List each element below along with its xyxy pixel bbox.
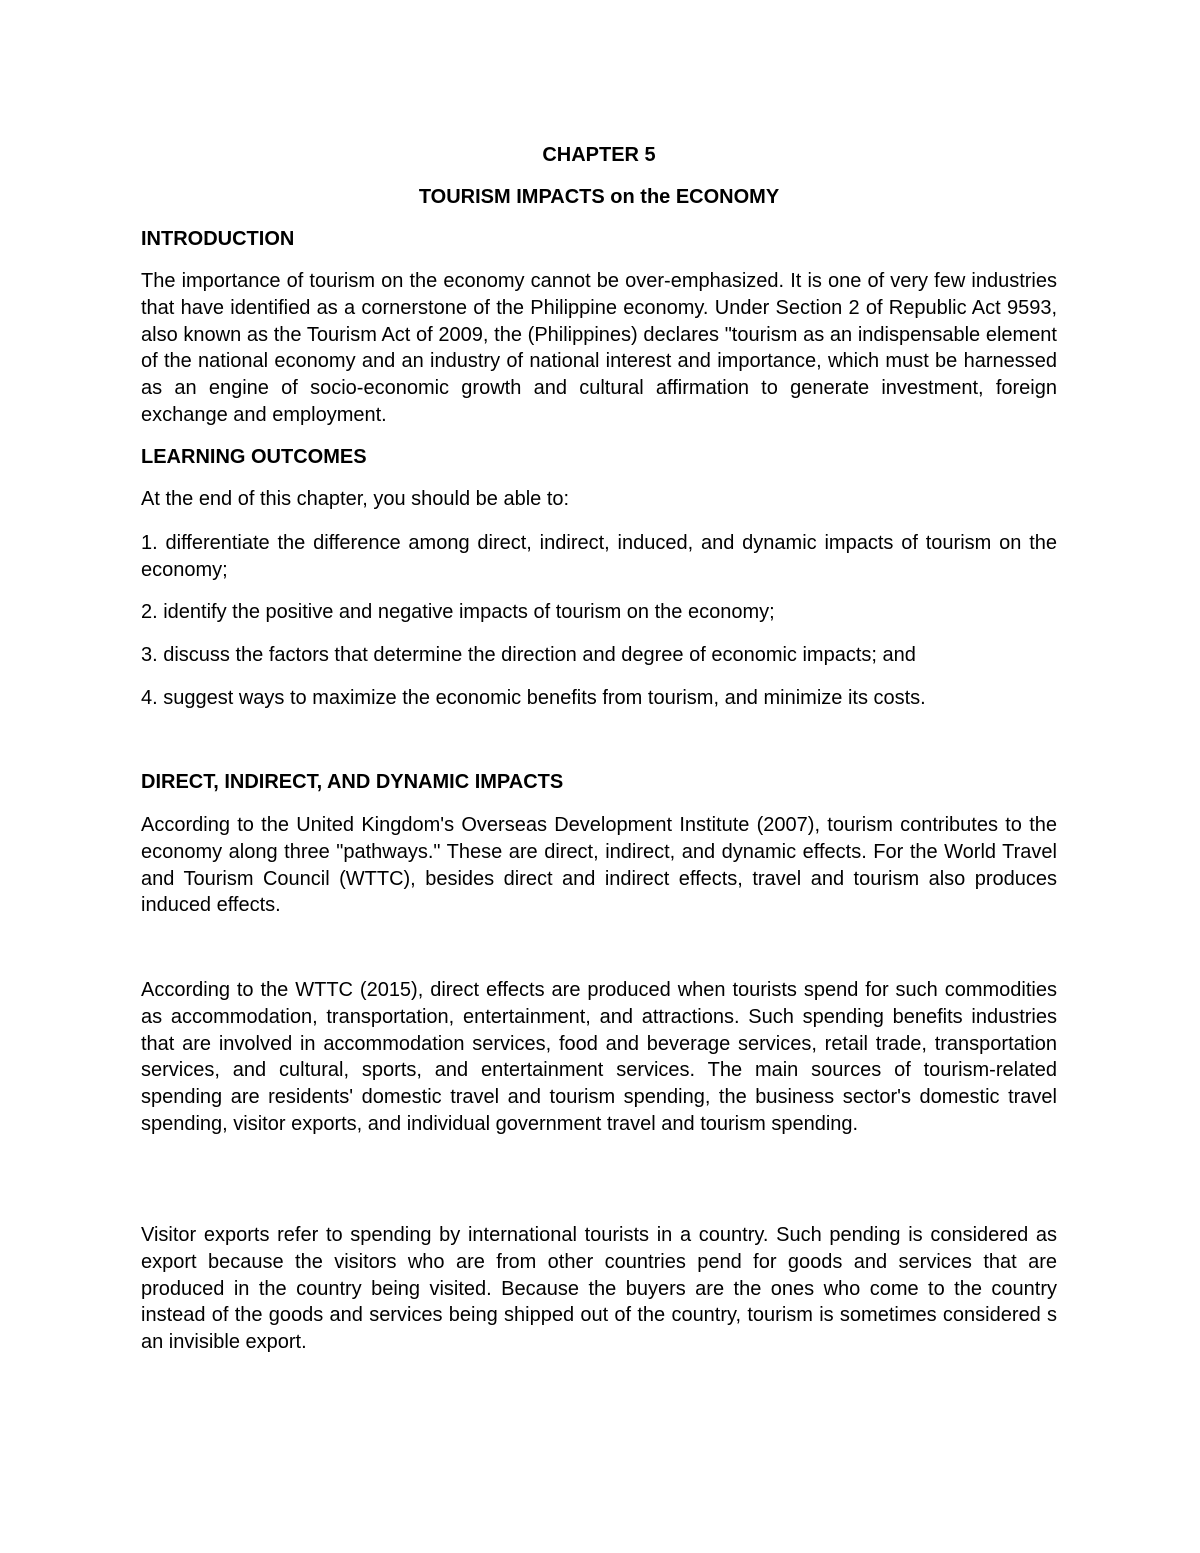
chapter-title: TOURISM IMPACTS on the ECONOMY [418,186,780,208]
outcome-item-2 [141,599,1057,626]
impacts-paragraph-1 [141,812,1057,919]
body-paragraph: According to the WTTC (2015), direct effects are produced when tourists spend for such commodities as accommodation, transportation, entertainment, and attractions. Such spending benefits industries that are involved in accommodation services, food and beverage services, retail trade, transportation services, and cultural, sports, and entertainment services. The main sources of tourism-related spending are residents' domestic travel and tourism spending, the business sector's domestic travel spending, visitor exports, and individual government travel and tourism spending. [141,979,1057,1135]
impacts-paragraph-3 [141,1222,1057,1356]
learning-outcomes-section [141,444,1057,471]
body-paragraph: Visitor exports refer to spending by international tourists in a country. Such pending is considered as export because the visitors who are from other countries pend for goods and services that are produced in the country being visited. Because the buyers are the ones who come to the country instead of the goods and services being shipped out of the country, tourism is sometimes considered s an invisible export. [141,1224,1057,1354]
impacts-heading: DIRECT, INDIRECT, AND DYNAMIC IMPACTS [141,771,564,793]
outcome-item-text: 3. discuss the factors that determine the direction and degree of economic impacts; and [141,644,916,666]
introduction-paragraph: The importance of tourism on the economy cannot be over-emphasized. It is one of very few industries that have identified as a cornerstone of the Philippine economy. Under Section 2 of Republic Act 9593, also known as the Tourism Act of 2009, the (Philippines) declares "tourism as an indispensable element of the national economy and an industry of national interest and importance, which must be harnessed as an engine of socio-economic growth and cultural affirmation to generate investment, foreign exchange and employment. [141,270,1057,426]
body-paragraph: According to the United Kingdom's Overseas Development Institute (2007), tourism contributes to the economy along three "pathways." These are direct, indirect, and dynamic effects. For the World Travel and Tourism Council (WTTC), besides direct and indirect effects, travel and tourism also produces induced effects. [141,814,1057,917]
chapter-label: CHAPTER 5 [542,144,656,166]
outcome-item-text: 2. identify the positive and negative impacts of tourism on the economy; [141,601,775,623]
outcome-item-text: 4. suggest ways to maximize the economic benefits from tourism, and minimize its costs. [141,687,926,709]
outcome-item-1 [141,530,1057,584]
introduction-body [141,268,1057,429]
learning-outcomes-heading: LEARNING OUTCOMES [141,446,367,468]
impacts-section [141,769,1057,796]
outcome-item-text: 1. differentiate the difference among direct, indirect, induced, and dynamic impacts of tourism on the economy; [141,532,1057,581]
impacts-paragraph-2 [141,977,1057,1138]
learning-outcomes-lead-text: At the end of this chapter, you should be able to: [141,488,570,510]
outcome-item-4 [141,685,1057,712]
introduction-heading: INTRODUCTION [141,228,295,250]
introduction-section [141,226,1057,253]
outcome-item-3 [141,642,1057,669]
learning-outcomes-lead [141,486,1057,513]
